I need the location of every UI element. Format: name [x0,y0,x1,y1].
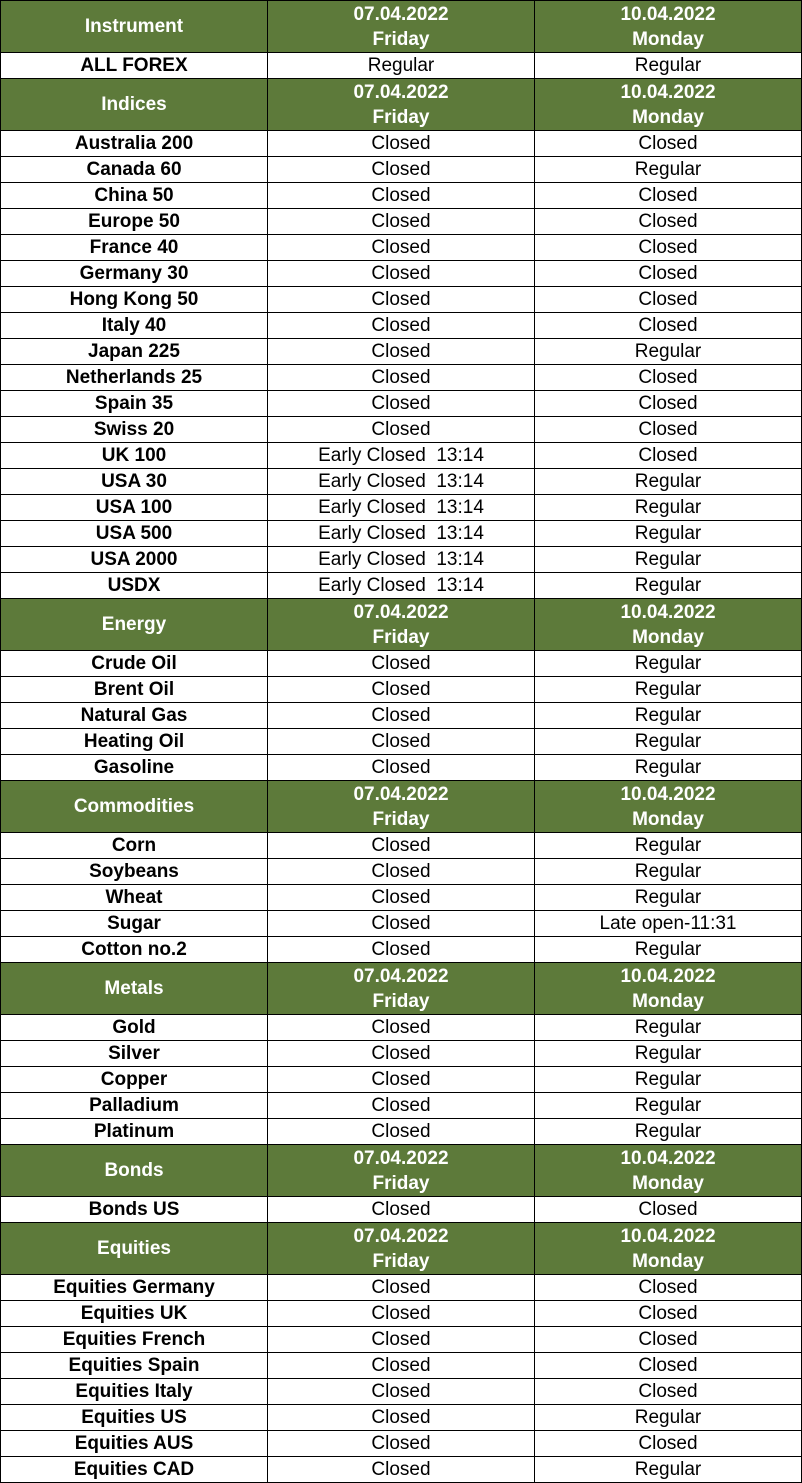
col1-date-header [268,599,535,651]
header-date: 10.04.2022 [620,783,716,805]
table-row [1,755,802,781]
monday-status: Closed [535,1197,802,1223]
section-header-title: Commodities [1,781,268,833]
instrument-name: Canada 60 [1,157,268,183]
friday-status: Early Closed 13:14 [268,495,535,521]
table-row [1,1301,802,1327]
section-header-title: Indices [1,79,268,131]
monday-status: Closed [535,1431,802,1457]
instrument-name: USA 500 [1,521,268,547]
table-row [1,313,802,339]
col2-date-header [535,599,802,651]
table-row [1,495,802,521]
friday-status: Closed [268,859,535,885]
friday-status: Closed [268,833,535,859]
table-row [1,391,802,417]
instrument-name: Palladium [1,1093,268,1119]
header-weekday: Friday [372,106,430,128]
section-header-title: Bonds [1,1145,268,1197]
instrument-name: Equities Germany [1,1275,268,1301]
section-header-row [1,963,802,1015]
monday-status: Regular [535,1457,802,1483]
monday-status: Closed [535,365,802,391]
instrument-name: Gold [1,1015,268,1041]
header-date: 07.04.2022 [353,783,449,805]
monday-status: Regular [535,859,802,885]
instrument-name: USA 30 [1,469,268,495]
friday-status: Closed [268,937,535,963]
monday-status: Regular [535,703,802,729]
friday-status: Closed [268,261,535,287]
monday-status: Regular [535,495,802,521]
instrument-name: Cotton no.2 [1,937,268,963]
monday-status: Closed [535,235,802,261]
monday-status: Regular [535,1405,802,1431]
instrument-name: Equities UK [1,1301,268,1327]
section-header-title: Instrument [1,1,268,53]
instrument-name: USA 100 [1,495,268,521]
header-weekday: Friday [372,1250,430,1272]
instrument-name: Heating Oil [1,729,268,755]
friday-status: Closed [268,183,535,209]
header-date: 10.04.2022 [620,81,716,103]
instrument-name: Platinum [1,1119,268,1145]
monday-status: Closed [535,209,802,235]
header-weekday: Friday [372,1172,430,1194]
friday-status: Closed [268,885,535,911]
monday-status: Regular [535,157,802,183]
monday-status: Regular [535,1067,802,1093]
friday-status: Closed [268,339,535,365]
instrument-name: Corn [1,833,268,859]
instrument-name: USA 2000 [1,547,268,573]
table-row [1,573,802,599]
friday-status: Closed [268,1119,535,1145]
header-weekday: Monday [632,1172,704,1194]
friday-status: Closed [268,287,535,313]
table-row [1,1015,802,1041]
header-date: 10.04.2022 [620,1225,716,1247]
header-weekday: Monday [632,808,704,830]
friday-status: Closed [268,209,535,235]
table-row [1,651,802,677]
monday-status: Regular [535,937,802,963]
table-row [1,937,802,963]
instrument-name: Equities Spain [1,1353,268,1379]
instrument-name: Silver [1,1041,268,1067]
instrument-name: Copper [1,1067,268,1093]
instrument-name: Netherlands 25 [1,365,268,391]
monday-status: Regular [535,677,802,703]
table-row [1,261,802,287]
section-header-title: Energy [1,599,268,651]
header-weekday: Monday [632,626,704,648]
friday-status: Closed [268,1015,535,1041]
header-weekday: Friday [372,808,430,830]
table-row [1,1197,802,1223]
instrument-name: Natural Gas [1,703,268,729]
table-row [1,1275,802,1301]
table-row [1,833,802,859]
instrument-name: ALL FOREX [1,53,268,79]
table-row [1,547,802,573]
friday-status: Closed [268,1301,535,1327]
section-header-row [1,1,802,53]
instrument-name: Equities AUS [1,1431,268,1457]
friday-status: Closed [268,1041,535,1067]
header-date: 10.04.2022 [620,965,716,987]
col1-date-header [268,781,535,833]
table-row [1,235,802,261]
instrument-name: Sugar [1,911,268,937]
instrument-name: Soybeans [1,859,268,885]
table-row [1,1379,802,1405]
table-row [1,1431,802,1457]
monday-status: Closed [535,417,802,443]
monday-status: Regular [535,469,802,495]
table-row [1,157,802,183]
table-row [1,53,802,79]
col1-date-header [268,79,535,131]
friday-status: Closed [268,1405,535,1431]
monday-status: Regular [535,833,802,859]
monday-status: Closed [535,131,802,157]
friday-status: Closed [268,1353,535,1379]
friday-status: Closed [268,651,535,677]
monday-status: Closed [535,1275,802,1301]
instrument-name: Australia 200 [1,131,268,157]
instrument-name: Germany 30 [1,261,268,287]
col2-date-header [535,79,802,131]
table-row [1,1457,802,1483]
monday-status: Regular [535,521,802,547]
monday-status: Regular [535,53,802,79]
instrument-name: Equities Italy [1,1379,268,1405]
table-row [1,469,802,495]
col2-date-header [535,1145,802,1197]
friday-status: Closed [268,677,535,703]
monday-status: Regular [535,729,802,755]
friday-status: Closed [268,157,535,183]
col1-date-header [268,963,535,1015]
friday-status: Closed [268,365,535,391]
friday-status: Closed [268,755,535,781]
monday-status: Closed [535,443,802,469]
friday-status: Early Closed 13:14 [268,469,535,495]
col2-date-header [535,1,802,53]
monday-status: Regular [535,755,802,781]
table-row [1,677,802,703]
friday-status: Early Closed 13:14 [268,521,535,547]
col1-date-header [268,1223,535,1275]
friday-status: Closed [268,131,535,157]
table-row [1,209,802,235]
table-row [1,1041,802,1067]
section-header-row [1,79,802,131]
friday-status: Closed [268,729,535,755]
header-date: 07.04.2022 [353,81,449,103]
monday-status: Regular [535,1119,802,1145]
col2-date-header [535,963,802,1015]
monday-status: Closed [535,1379,802,1405]
header-date: 07.04.2022 [353,965,449,987]
monday-status: Regular [535,547,802,573]
table-row [1,911,802,937]
friday-status: Early Closed 13:14 [268,573,535,599]
table-row [1,1093,802,1119]
friday-status: Early Closed 13:14 [268,443,535,469]
col2-date-header [535,1223,802,1275]
col1-date-header [268,1,535,53]
friday-status: Closed [268,1457,535,1483]
friday-status: Closed [268,1067,535,1093]
table-row [1,1119,802,1145]
table-row [1,1067,802,1093]
header-date: 10.04.2022 [620,1147,716,1169]
instrument-name: Gasoline [1,755,268,781]
instrument-name: Equities US [1,1405,268,1431]
section-header-title: Metals [1,963,268,1015]
table-row [1,729,802,755]
section-header-row [1,1223,802,1275]
table-row [1,417,802,443]
friday-status: Closed [268,1275,535,1301]
header-weekday: Monday [632,1250,704,1272]
instrument-name: Europe 50 [1,209,268,235]
table-row [1,287,802,313]
table-row [1,1353,802,1379]
instrument-name: Brent Oil [1,677,268,703]
instrument-name: Swiss 20 [1,417,268,443]
instrument-name: Equities CAD [1,1457,268,1483]
monday-status: Closed [535,183,802,209]
header-date: 10.04.2022 [620,601,716,623]
instrument-name: France 40 [1,235,268,261]
friday-status: Closed [268,417,535,443]
table-row [1,339,802,365]
instrument-name: Equities French [1,1327,268,1353]
instrument-name: Japan 225 [1,339,268,365]
table-row [1,521,802,547]
monday-status: Late open-11:31 [535,911,802,937]
header-date: 07.04.2022 [353,1225,449,1247]
monday-status: Regular [535,885,802,911]
monday-status: Closed [535,313,802,339]
col2-date-header [535,781,802,833]
table-row [1,443,802,469]
instrument-name: UK 100 [1,443,268,469]
instrument-name: Bonds US [1,1197,268,1223]
monday-status: Closed [535,391,802,417]
friday-status: Closed [268,1093,535,1119]
monday-status: Closed [535,1327,802,1353]
header-weekday: Monday [632,990,704,1012]
monday-status: Closed [535,261,802,287]
header-date: 07.04.2022 [353,1147,449,1169]
section-header-row [1,781,802,833]
friday-status: Closed [268,1431,535,1457]
friday-status: Closed [268,235,535,261]
header-weekday: Monday [632,28,704,50]
section-header-row [1,1145,802,1197]
friday-status: Closed [268,313,535,339]
monday-status: Regular [535,339,802,365]
table-row [1,365,802,391]
instrument-name: Crude Oil [1,651,268,677]
instrument-name: Italy 40 [1,313,268,339]
monday-status: Closed [535,287,802,313]
table-row [1,183,802,209]
instrument-name: Hong Kong 50 [1,287,268,313]
friday-status: Closed [268,1327,535,1353]
header-weekday: Friday [372,990,430,1012]
table-row [1,703,802,729]
monday-status: Closed [535,1301,802,1327]
monday-status: Regular [535,651,802,677]
friday-status: Closed [268,911,535,937]
header-date: 07.04.2022 [353,3,449,25]
col1-date-header [268,1145,535,1197]
instrument-name: Wheat [1,885,268,911]
monday-status: Closed [535,1353,802,1379]
friday-status: Closed [268,391,535,417]
table-row [1,131,802,157]
instrument-name: Spain 35 [1,391,268,417]
friday-status: Regular [268,53,535,79]
header-date: 10.04.2022 [620,3,716,25]
table-row [1,859,802,885]
section-header-title: Equities [1,1223,268,1275]
header-date: 07.04.2022 [353,601,449,623]
header-weekday: Monday [632,106,704,128]
trading-hours-table-body [1,1,802,1483]
instrument-name: China 50 [1,183,268,209]
friday-status: Closed [268,1197,535,1223]
instrument-name: USDX [1,573,268,599]
friday-status: Closed [268,1379,535,1405]
section-header-row [1,599,802,651]
header-weekday: Friday [372,28,430,50]
monday-status: Regular [535,1093,802,1119]
monday-status: Regular [535,1041,802,1067]
friday-status: Closed [268,703,535,729]
monday-status: Regular [535,1015,802,1041]
table-row [1,1327,802,1353]
table-row [1,1405,802,1431]
monday-status: Regular [535,573,802,599]
header-weekday: Friday [372,626,430,648]
friday-status: Early Closed 13:14 [268,547,535,573]
table-row [1,885,802,911]
